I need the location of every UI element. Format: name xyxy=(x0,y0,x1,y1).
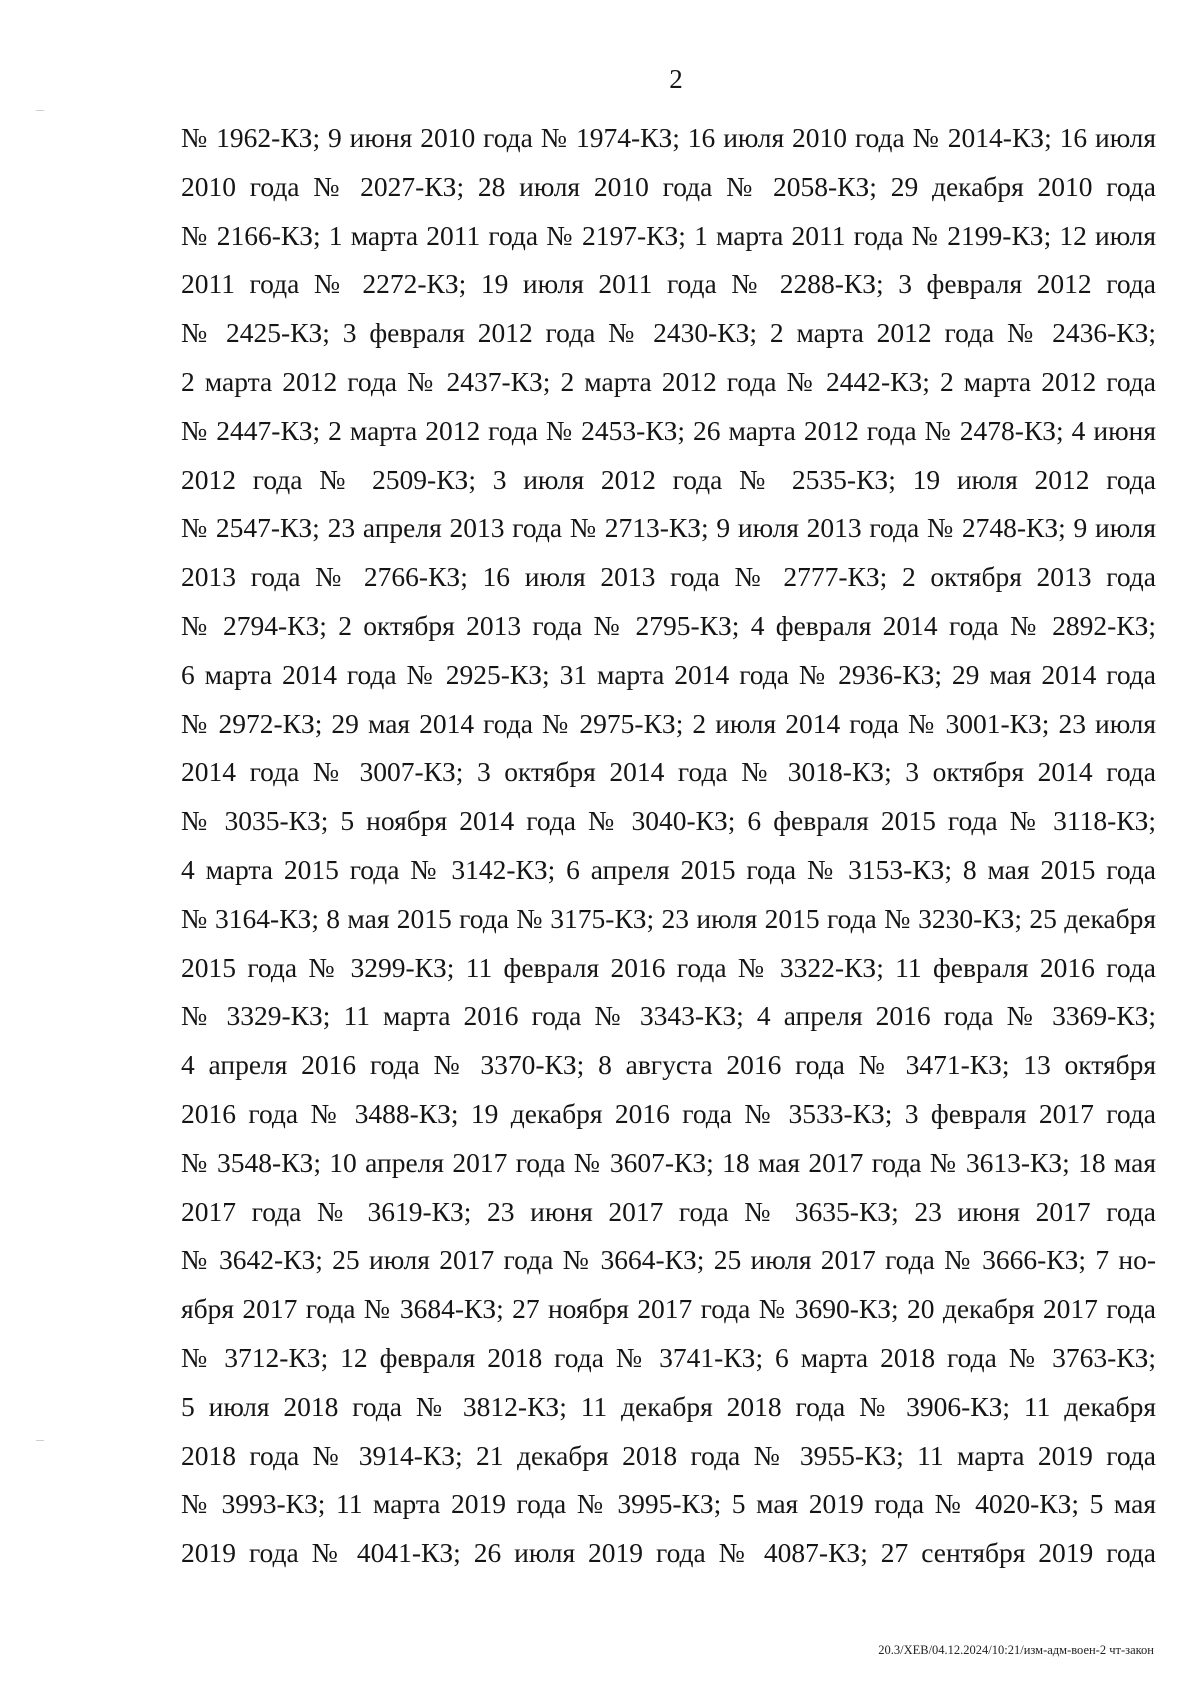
body-text-line: 2013 года № 2766-КЗ; 16 июля 2013 года № 2777-КЗ; 2 октября 2013 года xyxy=(181,561,1156,593)
body-text-line: № 3712-КЗ; 12 февраля 2018 года № 3741-КЗ; 6 марта 2018 года № 3763-КЗ; xyxy=(181,1341,1156,1373)
body-text-line: № 2166-КЗ; 1 марта 2011 года № 2197-КЗ; 1 марта 2011 года № 2199-КЗ; 12 июля xyxy=(181,219,1156,251)
body-text-line: 2016 года № 3488-КЗ; 19 декабря 2016 года № 3533-КЗ; 3 февраля 2017 года xyxy=(181,1097,1156,1129)
body-text-line: 2018 года № 3914-КЗ; 21 декабря 2018 года № 3955-КЗ; 11 марта 2019 года xyxy=(181,1439,1156,1471)
body-text-line: № 3993-КЗ; 11 марта 2019 года № 3995-КЗ; 5 мая 2019 года № 4020-КЗ; 5 мая xyxy=(181,1488,1156,1520)
body-text-line: № 2794-КЗ; 2 октября 2013 года № 2795-КЗ; 4 февраля 2014 года № 2892-КЗ; xyxy=(181,609,1156,641)
body-text-line: 2010 года № 2027-КЗ; 28 июля 2010 года № 2058-КЗ; 29 декабря 2010 года xyxy=(181,170,1156,202)
body-text-line: 2 марта 2012 года № 2437-КЗ; 2 марта 2012 года № 2442-КЗ; 2 марта 2012 года xyxy=(181,365,1156,397)
body-text-line: 2011 года № 2272-КЗ; 19 июля 2011 года № 2288-КЗ; 3 февраля 2012 года xyxy=(181,268,1156,300)
body-text-line: 2019 года № 4041-КЗ; 26 июля 2019 года № 4087-КЗ; 27 сентября 2019 года xyxy=(181,1537,1156,1569)
document-body-text xyxy=(181,118,1156,1582)
body-text-line: № 2547-КЗ; 23 апреля 2013 года № 2713-КЗ; 9 июля 2013 года № 2748-КЗ; 9 июля xyxy=(181,512,1156,544)
scan-margin-mark xyxy=(36,110,44,111)
body-text-line: 6 марта 2014 года № 2925-КЗ; 31 марта 2014 года № 2936-КЗ; 29 мая 2014 года xyxy=(181,658,1156,690)
scan-margin-mark xyxy=(36,1440,44,1441)
body-text-line: 2012 года № 2509-КЗ; 3 июля 2012 года № 2535-КЗ; 19 июля 2012 года xyxy=(181,463,1156,495)
body-text-line: № 3329-КЗ; 11 марта 2016 года № 3343-КЗ; 4 апреля 2016 года № 3369-КЗ; xyxy=(181,1000,1156,1032)
body-text-line: № 3164-КЗ; 8 мая 2015 года № 3175-КЗ; 23 июля 2015 года № 3230-КЗ; 25 декабря xyxy=(181,902,1156,934)
body-text-line: № 3035-КЗ; 5 ноября 2014 года № 3040-КЗ; 6 февраля 2015 года № 3118-КЗ; xyxy=(181,805,1156,837)
body-text-line: 2017 года № 3619-КЗ; 23 июня 2017 года № 3635-КЗ; 23 июня 2017 года xyxy=(181,1195,1156,1227)
body-text-line: 2015 года № 3299-КЗ; 11 февраля 2016 года № 3322-КЗ; 11 февраля 2016 года xyxy=(181,951,1156,983)
body-text-line: № 2972-КЗ; 29 мая 2014 года № 2975-КЗ; 2 июля 2014 года № 3001-КЗ; 23 июля xyxy=(181,707,1156,739)
body-text-line: 4 марта 2015 года № 3142-КЗ; 6 апреля 2015 года № 3153-КЗ; 8 мая 2015 года xyxy=(181,853,1156,885)
body-text-line: № 1962-КЗ; 9 июня 2010 года № 1974-КЗ; 16 июля 2010 года № 2014-КЗ; 16 июля xyxy=(181,122,1156,153)
body-text-line: ября 2017 года № 3684-КЗ; 27 ноября 2017 года № 3690-КЗ; 20 декабря 2017 года xyxy=(181,1293,1156,1325)
body-text-line: № 3548-КЗ; 10 апреля 2017 года № 3607-КЗ; 18 мая 2017 года № 3613-КЗ; 18 мая xyxy=(181,1146,1156,1178)
body-text-line: № 2447-КЗ; 2 марта 2012 года № 2453-КЗ; 26 марта 2012 года № 2478-КЗ; 4 июня xyxy=(181,414,1156,446)
document-footer-code: 20.3/ХЕВ/04.12.2024/10:21/изм-адм-воен-2 чт-закон xyxy=(878,1643,1154,1657)
body-text-line: 4 апреля 2016 года № 3370-КЗ; 8 августа 2016 года № 3471-КЗ; 13 октября xyxy=(181,1049,1156,1081)
body-text-line: № 2425-КЗ; 3 февраля 2012 года № 2430-КЗ; 2 марта 2012 года № 2436-КЗ; xyxy=(181,317,1156,349)
page-number: 2 xyxy=(669,64,683,94)
body-text-line: 5 июля 2018 года № 3812-КЗ; 11 декабря 2018 года № 3906-КЗ; 11 декабря xyxy=(181,1390,1156,1422)
body-text-line: № 3642-КЗ; 25 июля 2017 года № 3664-КЗ; 25 июля 2017 года № 3666-КЗ; 7 но- xyxy=(181,1244,1156,1276)
body-text-line: 2014 года № 3007-КЗ; 3 октября 2014 года № 3018-КЗ; 3 октября 2014 года xyxy=(181,756,1156,788)
